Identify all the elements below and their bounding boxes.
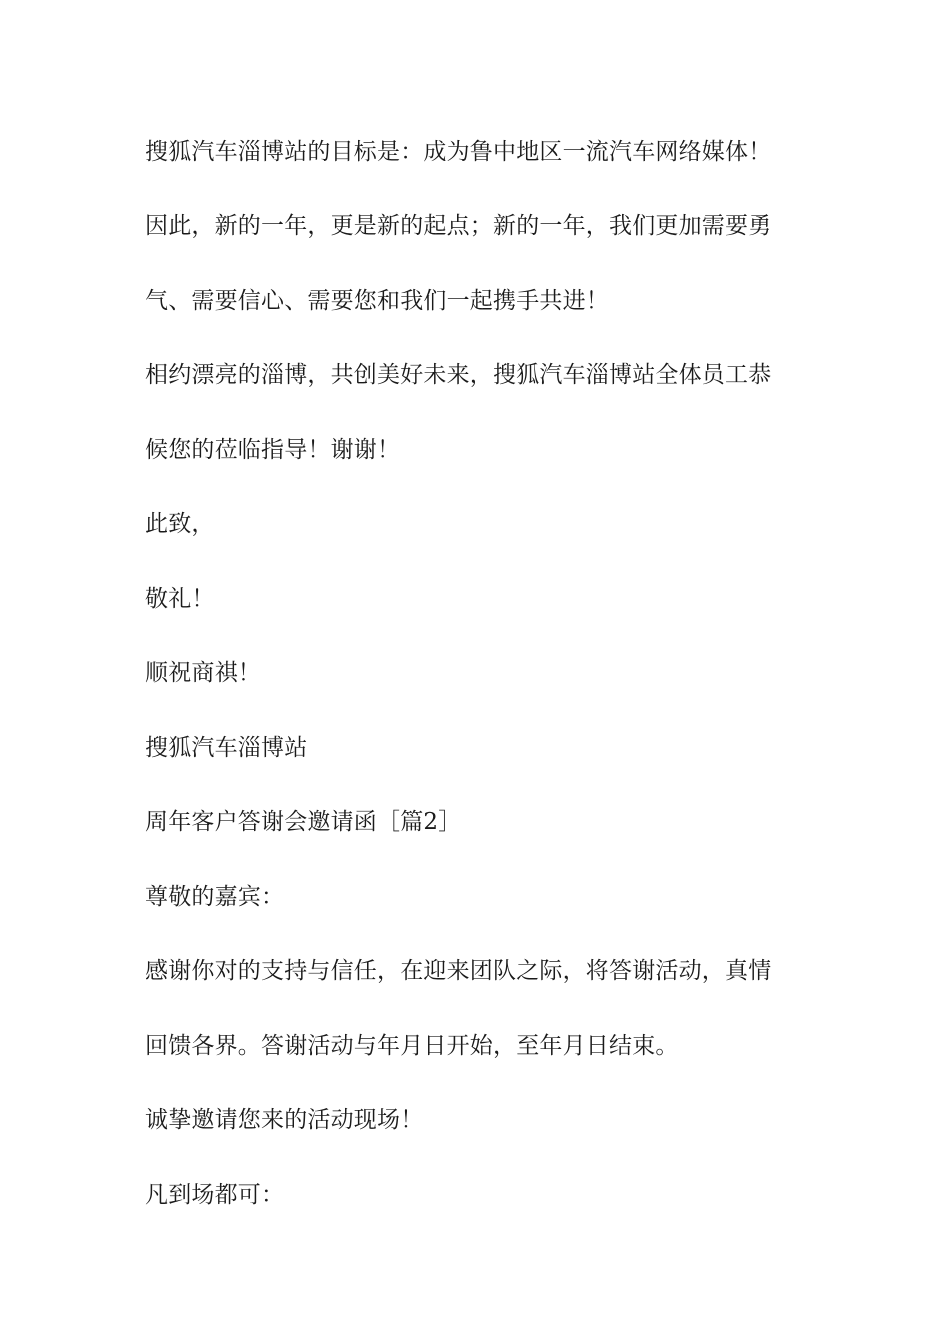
body-text-line: 感谢你对的支持与信任，在迎来团队之际，将答谢活动，真情	[145, 958, 772, 984]
body-text-line: 搜狐汽车淄博站的目标是：成为鲁中地区一流汽车网络媒体！	[145, 139, 772, 165]
body-text-line: 回馈各界。答谢活动与年月日开始，至年月日结束。	[145, 1033, 679, 1059]
body-text-line: 气、需要信心、需要您和我们一起携手共进！	[145, 288, 609, 314]
closing-salutation: 此致，	[145, 511, 215, 537]
closing-wishes: 顺祝商祺！	[145, 660, 261, 686]
greeting: 尊敬的嘉宾：	[145, 884, 285, 910]
body-text-line: 凡到场都可：	[145, 1182, 285, 1208]
body-text-line: 因此，新的一年，更是新的起点；新的一年，我们更加需要勇	[145, 213, 772, 239]
body-text-line: 候您的莅临指导！谢谢！	[145, 437, 401, 463]
closing-regards: 敬礼！	[145, 586, 215, 612]
body-text-line: 相约漂亮的淄博，共创美好未来，搜狐汽车淄博站全体员工恭	[145, 362, 772, 388]
section-title: 周年客户答谢会邀请函［篇2］	[145, 809, 462, 835]
body-text-line: 诚挚邀请您来的活动现场！	[145, 1107, 424, 1133]
signature: 搜狐汽车淄博站	[145, 735, 308, 761]
